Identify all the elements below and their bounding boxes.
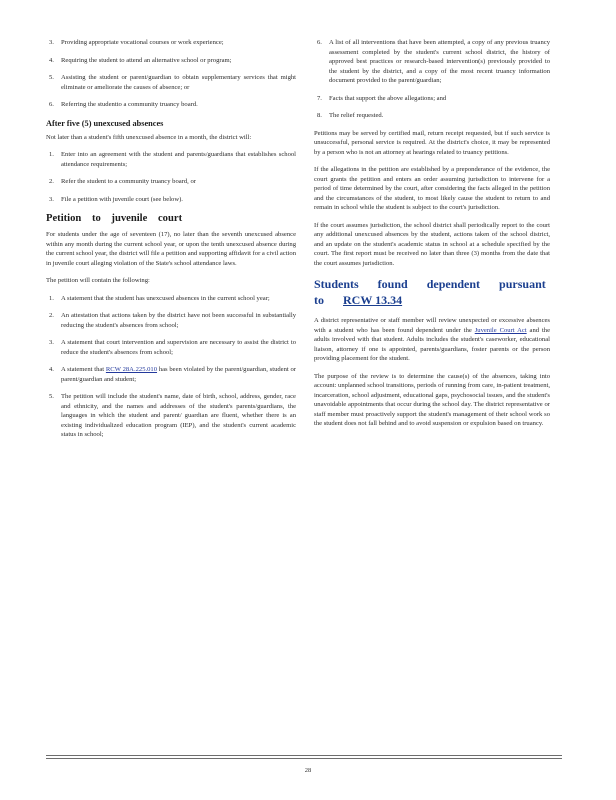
right-column — [314, 38, 550, 437]
list-item: 5. The petition will include the student's name, date of birth, school, address, gender, race and ethnicity, and the names and addresses of the student's parents/guardians, the languages in which the student and parent/ guardian are fluent, whether there is an existing individualized education program (IEP), and the student's current academic status in school; — [49, 393, 296, 438]
certified-mail-paragraph: Petitions may be served by certified mail, return receipt requested, but if such service is unsuccessful, personal service is required. At the district's choice, it may be represented by a person who is not an attorney at hearings related to truancy petitions. — [314, 129, 550, 156]
list-item: 6. A list of all interventions that have been attempted, a copy of any previous truancy assessment completed by the student's current school district, the history of approved best practices or research-based intervention(s) previously provided to the student by the district, and a copy of the most recent truancy information document provided to the parent/guardian; — [317, 39, 550, 84]
review-paragraph: A district representative or staff member will review unexpected or excessive absences with a student who has been found dependent under the Juvenile Court Act and the adults involved with that student. Adults includes the student's caseworker, educational liaison, attorney if one is appointed, parents/guardians, foster parents or the person providing placement for the student. — [314, 317, 551, 362]
footer-rule-top — [46, 755, 562, 756]
list-item: 3. Providing appropriate vocational courses or work experience; — [49, 39, 224, 46]
petition-list-continued — [314, 38, 550, 121]
rcw-28a-225-010-link[interactable]: RCW 28A.225.010 — [105, 366, 158, 373]
after-five-heading: After five (5) unexcused absences — [46, 118, 164, 128]
page-number: 28 — [304, 767, 312, 774]
list-item: 3. A statement that court intervention and supervision are necessary to assist the district to reduce the student's absences from school; — [49, 339, 296, 356]
list-item: 5. Assisting the student or parent/guardian to obtain supplementary services that might eliminate or ameliorate the causes of absence; or — [49, 74, 296, 91]
dependent-students-heading: Students found dependent pursuant to RCW 13.34 — [314, 277, 546, 307]
intervention-list-continued — [46, 38, 296, 110]
purpose-paragraph: The purpose of the review is to determine the cause(s) of the absences, taking into account: unplanned school transitions, periods of running from care, in-patient treatment, incarceration, school adjustment, educational gaps, psychosocial issues, and the student's unavoidable appointments that occur during the school day. The district representative or staff member must proactively support the student's management of their school work so the student does not fall behind and to avoid suspension or expulsion based on truancy. — [314, 372, 550, 427]
list-item: 1. A statement that the student has unexcused absences in the current school year; — [49, 294, 270, 302]
list-item: 1. Enter into an agreement with the student and parents/guardians that establishes school attendance requirements; — [49, 151, 296, 168]
left-column — [46, 38, 296, 448]
petition-intro: For students under the age of seventeen (17), no later than the seventh unexcused absence within any month during the current school year, or upon the tenth unexcused absence during the current school year, the district will file a petition and supporting affidavit for a civil action in juvenile court alleging violation of the State's school attendance laws. — [46, 231, 296, 267]
list-item: 4. A statement that RCW 28A.225.010 has been violated by the parent/guardian, student or parent/guardian and student; — [49, 366, 296, 383]
list-item: 4. Requiring the student to attend an alternative school or program; — [49, 56, 232, 64]
list-item: 7. Facts that support the above allegations; and — [317, 94, 447, 102]
petition-contains: The petition will contain the following: — [46, 277, 150, 284]
list-item: 6. Referring the studentto a community truancy board. — [49, 101, 198, 108]
petition-list — [46, 294, 296, 440]
list-item: 3. File a petition with juvenile court (see below). — [49, 195, 183, 203]
after-five-list — [46, 150, 296, 204]
list-item: 2. Refer the student to a community truancy board, or — [49, 178, 196, 185]
jurisdiction-paragraph: If the court assumes jurisdiction, the school district shall periodically report to the court any additional unexcused absences by the student, actions taken of the school district, and an update on the student's academic status in school at a schedule specified by the court. The first report must be received no later than three (3) months from the date that the court assumes jurisdiction. — [314, 221, 550, 267]
allegations-paragraph: If the allegations in the petition are established by a preponderance of the evidence, the court grants the petition and enters an order assuming jurisdiction to intervene for a period of time determined by the court, after considering the facts alleged in the petition and the circumstances of the student, to most likely cause the student to return to and remain in school while the student is subject to the court's jurisdiction. — [314, 166, 550, 211]
list-item: 2. An attestation that actions taken by the district have not been successful in substantially reducing the student's absences from school; — [49, 312, 296, 329]
petition-heading: Petition to juvenile court — [46, 213, 183, 224]
juvenile-court-act-link[interactable]: Juvenile Court Act — [474, 326, 527, 334]
footer-rule-bottom — [46, 758, 562, 759]
rcw-13-34-reference: RCW 13.34 — [343, 293, 403, 307]
after-five-intro: Not later than a student's fifth unexcused absence in a month, the district will: — [46, 133, 252, 141]
list-item: 8. The relief requested. — [317, 112, 384, 119]
